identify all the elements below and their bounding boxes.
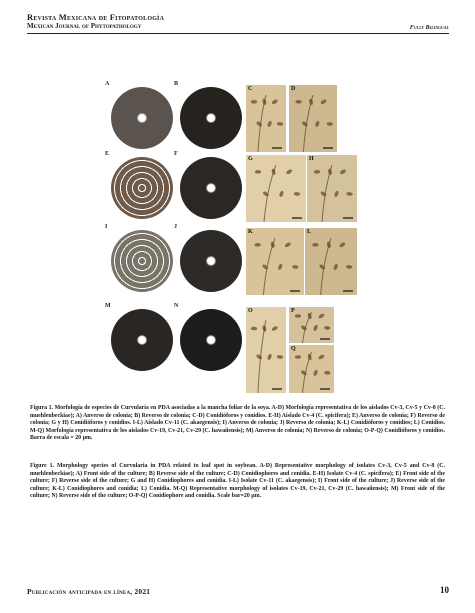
micrograph-drawing bbox=[289, 85, 337, 152]
panel-label: P bbox=[291, 308, 295, 314]
micrograph-k bbox=[246, 228, 304, 295]
panel-label: O bbox=[248, 308, 253, 314]
plate-panel-j bbox=[174, 224, 244, 294]
culture-plate bbox=[180, 230, 242, 292]
culture-plate bbox=[111, 157, 173, 219]
culture-plate bbox=[180, 309, 242, 371]
panel-label: B bbox=[174, 81, 179, 87]
page-number: 10 bbox=[440, 585, 449, 595]
micrograph-drawing bbox=[246, 85, 286, 152]
plate-panel-b bbox=[174, 81, 244, 151]
culture-plate bbox=[180, 157, 242, 219]
micrograph-q bbox=[289, 345, 334, 393]
micrograph-l bbox=[305, 228, 357, 295]
micrograph-drawing bbox=[307, 155, 357, 222]
micrograph-drawing bbox=[246, 228, 304, 295]
caption-spanish bbox=[30, 405, 445, 443]
plate-panel-i bbox=[105, 224, 175, 294]
culture-plate bbox=[111, 230, 173, 292]
panel-label: Q bbox=[291, 346, 296, 352]
panel-label: G bbox=[248, 156, 253, 162]
culture-plate bbox=[180, 87, 242, 149]
panel-label: E bbox=[105, 151, 110, 157]
panel-label: K bbox=[248, 229, 253, 235]
plate-panel-n bbox=[174, 303, 244, 373]
plate-panel-a bbox=[105, 81, 175, 151]
culture-plate bbox=[111, 309, 173, 371]
panel-label: F bbox=[174, 151, 178, 157]
micrograph-h bbox=[307, 155, 357, 222]
panel-label: D bbox=[291, 86, 296, 92]
caption-es-lead: Figura 1. bbox=[30, 405, 53, 411]
panel-label: A bbox=[105, 81, 110, 87]
panel-label: J bbox=[174, 224, 177, 230]
footer-publication: Publicación anticipada en línea, 2021 bbox=[27, 587, 151, 596]
plate-panel-f bbox=[174, 151, 244, 221]
micrograph-drawing bbox=[289, 345, 334, 393]
panel-label: I bbox=[105, 224, 108, 230]
caption-english bbox=[30, 463, 445, 501]
bilingual-badge: Fully Bilingual bbox=[409, 24, 449, 31]
caption-en-text: Morphology species of Curvularia in PDA related to leaf spot in soybean. A-D) Representative morphology of isolates Cv-3, Cv-5 and Cv-8 (C. muehlenbeckiae); A) Front side of the culture; B) Reverse side of the culture; C-D) Conidiophores and conidia. E-H) Isolate Cv-4 (C. spicifera); E) Front side of the culture; F) Reverse side of the culture; G and H) Conidiophores and conidia. I-L) Isolate Cv-11 (C. akaegensis); I) Front side of the culture; J) Reverse side of the culture; K-L) Conidiophores and conidia; L) Conidia. M-Q) Representative morphology of isolates Cv-19, Cv-21, Cv-29 (C. hawaiiensis); M) Front side of the culture; N) Reverse side of the culture; O-P-Q) Conidiophore and conidia. Scale bar=20 µm. bbox=[30, 463, 445, 500]
micrograph-drawing bbox=[289, 307, 334, 343]
micrograph-drawing bbox=[246, 155, 306, 222]
micrograph-drawing bbox=[305, 228, 357, 295]
caption-en-lead: Figure 1. bbox=[30, 463, 54, 469]
panel-label: H bbox=[309, 156, 314, 162]
micrograph-g bbox=[246, 155, 306, 222]
panel-label: N bbox=[174, 303, 179, 309]
micrograph-c bbox=[246, 85, 286, 152]
micrograph-p bbox=[289, 307, 334, 343]
micrograph-drawing bbox=[246, 307, 286, 393]
journal-title-es: Revista Mexicana de Fitopatología bbox=[27, 12, 165, 22]
micrograph-d bbox=[289, 85, 337, 152]
journal-title-en: Mexican Journal of Phytopathology bbox=[27, 22, 142, 30]
plate-panel-e bbox=[105, 151, 175, 221]
caption-es-text: Morfología de especies de Curvularia en PDA asociadas a la mancha foliar de la soya. A-D) Morfología representativa de los aislados Cv-3, Cv-5 y Cv-8 (C. muehlenbeckiae); A) Anverso de colonia; B) Reverso de colonia; C-D) Conidióforos y conidios. E-H) Aislado Cv-4 (C. spicifera); E) Anverso de colonia; F) Reverso de colonia; G y H) Conidióforos y conidios. I-L) Aislado Cv-11 (C. akaegensis); I) Anverso de colonia; J) Reverso de colonia; K-L) Conidióforos y conidios; L) Conidios. M-Q) Morfología representativa de los aislados Cv-19, Cv-21, Cv-29 (C. hawaiiensis); M) Anverso de colonia; N) Reverso de colonia; O-P-Q) Conidióforos y conidios. Barra de escala = 20 µm. bbox=[30, 405, 445, 442]
plate-panel-m bbox=[105, 303, 175, 373]
panel-label: M bbox=[105, 303, 111, 309]
header-rule bbox=[27, 33, 449, 34]
culture-plate bbox=[111, 87, 173, 149]
micrograph-o bbox=[246, 307, 286, 393]
panel-label: C bbox=[248, 86, 253, 92]
panel-label: L bbox=[307, 229, 312, 235]
